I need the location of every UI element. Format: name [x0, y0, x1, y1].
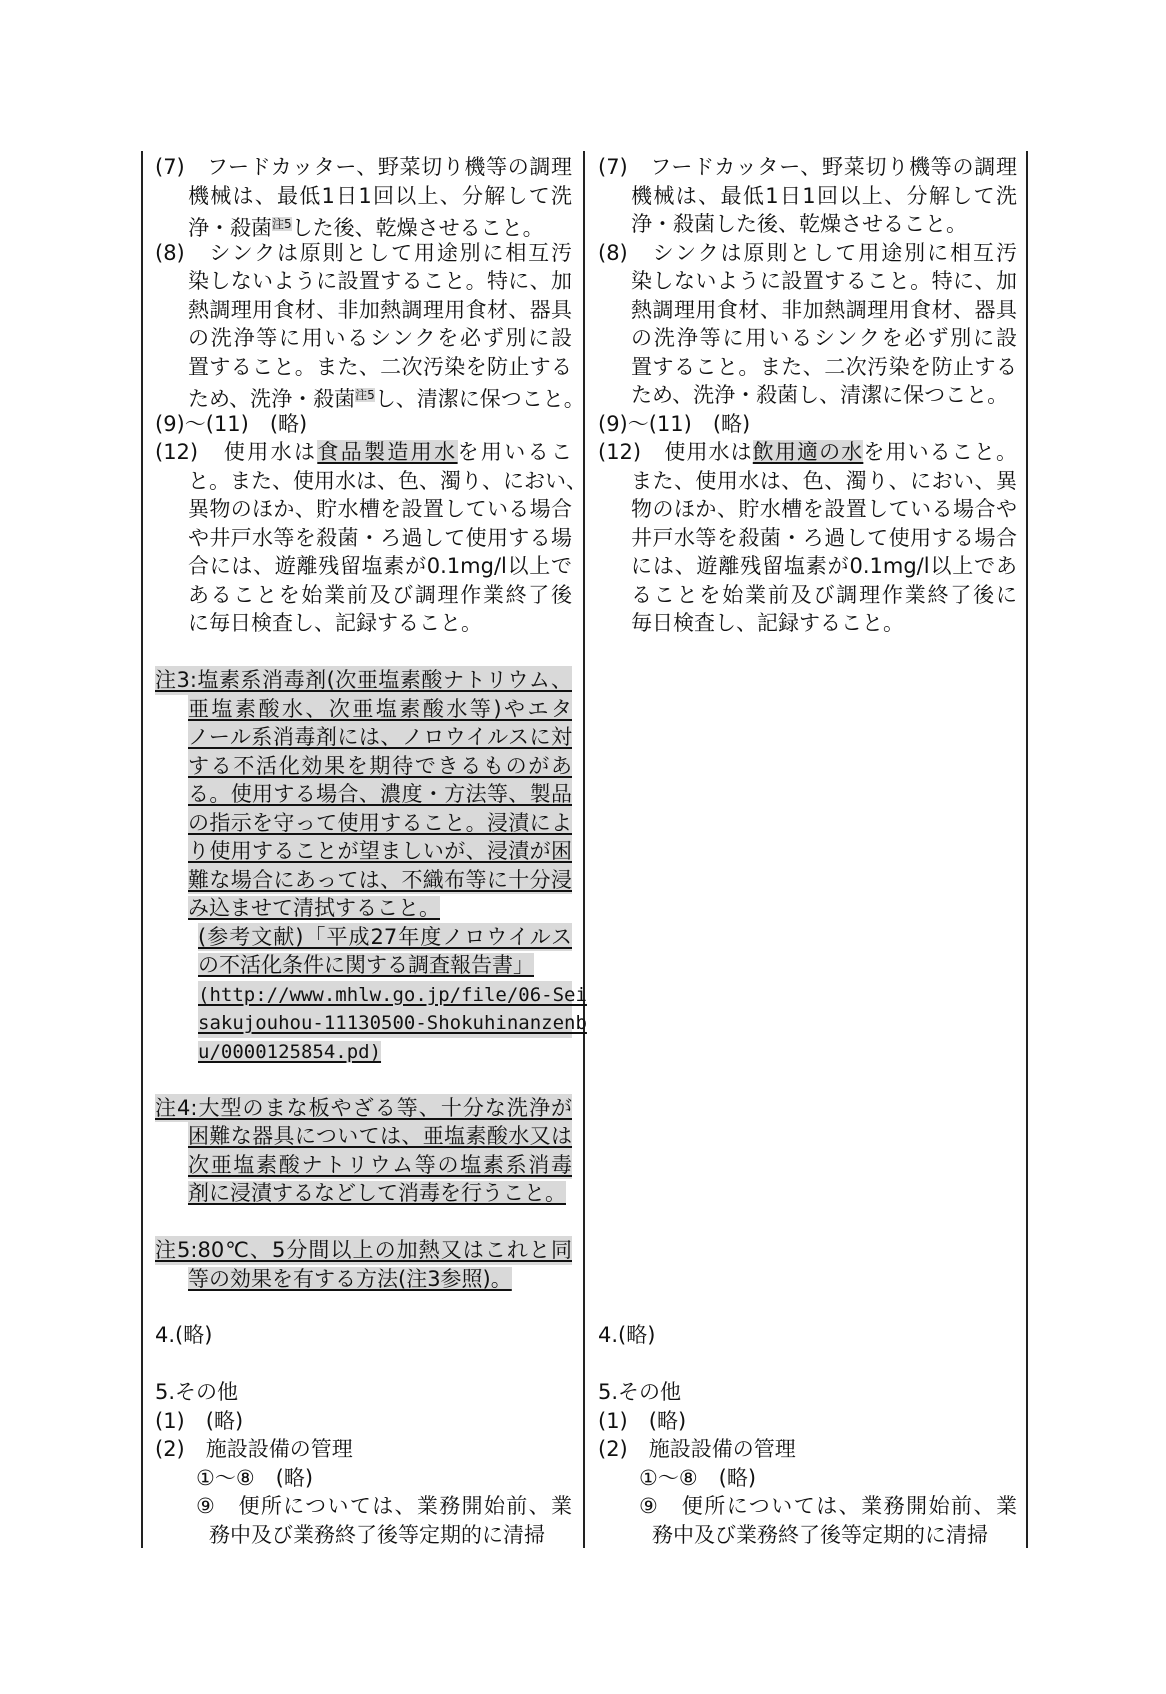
- spacer: [598, 1350, 1017, 1379]
- text-line: [155, 980, 587, 1009]
- paragraph-sec5-2-9: [598, 1492, 1017, 1549]
- text-line: 5.その他: [155, 1380, 239, 1404]
- text-line: また、使用水は、色、濁り、におい、異: [631, 468, 1017, 493]
- text-line: 合には、遊離残留塩素が0.1mg/l以上で: [188, 554, 572, 578]
- column-revised: [141, 0, 587, 1694]
- text-line: 物のほか、貯水槽を設置している場合や: [631, 497, 1017, 521]
- text-segment: (12) 使用水は: [598, 440, 753, 464]
- blank-line: [155, 1350, 572, 1379]
- text-line: や井戸水等を殺菌・ろ過して使用する場: [188, 525, 572, 550]
- paragraph-sec5-2-1-8: [598, 1464, 1017, 1493]
- text-line: ⑨ 便所については、業務開始前、業: [196, 1494, 572, 1518]
- text-segment: し、清潔に保つこと。: [374, 387, 585, 411]
- spacer: [155, 1350, 572, 1379]
- text-line: [155, 1179, 572, 1208]
- text-line: [155, 894, 572, 923]
- paragraph-sec5-2-9: [155, 1492, 572, 1549]
- text-line: ることを始業前及び調理作業終了後に: [631, 582, 1017, 607]
- highlighted-change: み込ませて清拭すること。: [188, 896, 440, 920]
- text-line: には、遊離残留塩素が0.1mg/l以上であ: [631, 554, 1017, 578]
- text-line: (1) (略): [598, 1408, 687, 1433]
- highlighted-change: 注3:塩素系消毒剤(次亜塩素酸ナトリウム、: [155, 666, 572, 695]
- text-line: [155, 1122, 572, 1151]
- text-line: [155, 866, 572, 895]
- paragraph-sec5-1: [598, 1407, 1017, 1436]
- text-line: [155, 438, 572, 467]
- paragraph-item8: [155, 239, 585, 411]
- text-line: あることを始業前及び調理作業終了後: [188, 582, 572, 607]
- note-reference: 注5: [355, 388, 375, 402]
- text-line: 置すること。また、二次汚染を防止する: [631, 354, 1017, 379]
- highlighted-change: の不活化条件に関する調査報告書」: [198, 953, 534, 977]
- highlighted-change: ノール系消毒剤には、ノロウイルスに対: [188, 723, 572, 752]
- text-line: [155, 1037, 572, 1066]
- blank-line: [155, 638, 572, 667]
- text-segment: を用いるこ: [457, 440, 573, 464]
- text-line: 4.(略): [598, 1323, 656, 1347]
- highlighted-change: (参考文献)「平成27年度ノロウイルス: [198, 923, 572, 952]
- text-line: 5.その他: [598, 1380, 682, 1404]
- text-line: (9)〜(11) (略): [598, 411, 751, 436]
- text-line: [155, 951, 572, 980]
- paragraph-ref-url: [155, 980, 587, 1066]
- text-segment: した後、乾燥させること。: [291, 216, 544, 240]
- text-line: (9)〜(11) (略): [155, 411, 308, 436]
- text-line: (7) フードカッター、野菜切り機等の調理: [155, 155, 572, 179]
- text-line: [155, 1236, 572, 1265]
- paragraph-sec5-2: [155, 1435, 572, 1464]
- current-bottom-block: [584, 1321, 1027, 1549]
- reference-url: u/0000125854.pd): [198, 1040, 382, 1063]
- paragraph-item9-11: [155, 410, 572, 439]
- text-line: の洗浄等に用いるシンクを必ず別に設: [631, 326, 1017, 350]
- highlighted-change: り使用することが望ましいが、浸漬が困: [188, 837, 572, 866]
- paragraph-sec5-1: [155, 1407, 572, 1436]
- text-line: 機械は、最低1日1回以上、分解して洗: [631, 183, 1017, 208]
- text-line: 置すること。また、二次汚染を防止する: [188, 354, 572, 379]
- text-line: ため、洗浄・殺菌し、清潔に保つこと。: [631, 383, 1009, 407]
- paragraph-sec5-2: [598, 1435, 1017, 1464]
- text-line: と。また、使用水は、色、濁り、におい、: [188, 468, 587, 493]
- text-line: [155, 752, 572, 781]
- text-line: 務中及び業務終了後等定期的に清掃: [652, 1522, 988, 1547]
- spacer: [155, 1208, 572, 1237]
- blank-line: [598, 1350, 1017, 1379]
- text-line: (2) 施設設備の管理: [155, 1437, 353, 1461]
- text-line: [155, 1151, 572, 1180]
- text-segment: 浄・殺菌: [188, 216, 272, 240]
- text-line: ⑨ 便所については、業務開始前、業: [639, 1494, 1017, 1518]
- current-top-block: [584, 153, 1027, 638]
- column-current: [584, 0, 1027, 1694]
- highlighted-change: 食品製造用水: [317, 440, 458, 464]
- text-line: 染しないように設置すること。特に、加: [188, 269, 572, 293]
- highlighted-change: 飲用適の水: [752, 440, 864, 464]
- blank-line: [155, 1065, 572, 1094]
- highlighted-change: の指示を守って使用すること。浸漬によ: [188, 809, 572, 838]
- revised-top-block: [141, 153, 587, 1293]
- text-segment: を用いること。: [863, 440, 1018, 464]
- highlighted-change: る。使用する場合、濃度・方法等、製品: [188, 780, 572, 809]
- paragraph-item7: [598, 153, 1017, 239]
- highlighted-change: 亜塩素酸水、次亜塩素酸水等)やエタ: [188, 695, 572, 724]
- paragraph-item8: [598, 239, 1017, 410]
- paragraph-note3: [155, 666, 572, 923]
- text-line: ①〜⑧ (略): [639, 1465, 757, 1490]
- highlighted-change: する不活化効果を期待できるものがあ: [188, 752, 572, 781]
- text-line: [155, 381, 585, 411]
- paragraph-item12: [598, 438, 1017, 638]
- text-line: 井戸水等を殺菌・ろ過して使用する場合: [631, 525, 1017, 550]
- highlighted-change: 注4:大型のまな板やざる等、十分な洗浄が: [155, 1094, 572, 1123]
- highlighted-change: 剤に浸漬するなどして消毒を行うこと。: [188, 1181, 566, 1205]
- text-line: [155, 695, 572, 724]
- text-line: [155, 666, 572, 695]
- text-line: [155, 1094, 572, 1123]
- text-line: (8) シンクは原則として用途別に相互汚: [155, 240, 572, 265]
- text-line: [155, 1265, 572, 1294]
- highlighted-change: 次亜塩素酸ナトリウム等の塩素系消毒: [188, 1151, 572, 1180]
- text-line: (8) シンクは原則として用途別に相互汚: [598, 240, 1017, 265]
- text-line: 染しないように設置すること。特に、加: [631, 269, 1017, 293]
- paragraph-item12: [155, 438, 587, 638]
- text-line: (7) フードカッター、野菜切り機等の調理: [598, 155, 1017, 179]
- text-line: 毎日検査し、記録すること。: [631, 611, 904, 635]
- paragraph-sec4: [155, 1321, 572, 1350]
- paragraph-item9-11: [598, 410, 1017, 439]
- reference-url: sakujouhou-11130500-Shokuhinanzenb: [198, 1009, 572, 1038]
- text-line: に毎日検査し、記録すること。: [188, 611, 482, 635]
- text-line: [155, 1008, 587, 1037]
- blank-line: [155, 1208, 572, 1237]
- text-line: (2) 施設設備の管理: [598, 1437, 796, 1461]
- paragraph-item7: [155, 153, 572, 239]
- text-line: 異物のほか、貯水槽を設置している場合: [188, 497, 572, 521]
- text-line: 熱調理用食材、非加熱調理用食材、器具: [188, 297, 572, 322]
- text-line: 機械は、最低1日1回以上、分解して洗: [188, 183, 572, 208]
- text-line: [155, 837, 572, 866]
- paragraph-sec5-2-1-8: [155, 1464, 572, 1493]
- text-line: (1) (略): [155, 1408, 244, 1433]
- text-line: 熱調理用食材、非加熱調理用食材、器具: [631, 297, 1017, 322]
- text-line: 務中及び業務終了後等定期的に清掃: [209, 1522, 545, 1547]
- highlighted-change: 注5:80℃、5分間以上の加熱又はこれと同: [155, 1236, 572, 1265]
- highlighted-change: 難な場合にあっては、不織布等に十分浸: [188, 866, 572, 895]
- text-line: 浄・殺菌した後、乾燥させること。: [631, 212, 967, 236]
- highlighted-change: 困難な器具については、亜塩素酸水又は: [188, 1122, 572, 1151]
- spacer: [155, 638, 572, 667]
- text-line: の洗浄等に用いるシンクを必ず別に設: [188, 326, 572, 350]
- paragraph-sec4: [598, 1321, 1017, 1350]
- highlighted-change: 等の効果を有する方法(注3参照)。: [188, 1266, 512, 1291]
- text-line: [598, 438, 1017, 467]
- paragraph-ref-title: [155, 923, 572, 980]
- text-line: 4.(略): [155, 1323, 213, 1347]
- paragraph-sec5: [598, 1378, 1017, 1407]
- text-line: [155, 723, 572, 752]
- note-reference: 注5: [272, 217, 292, 231]
- text-line: ①〜⑧ (略): [196, 1465, 314, 1490]
- text-line: [155, 809, 572, 838]
- paragraph-note4: [155, 1094, 572, 1208]
- reference-url: (http://www.mhlw.go.jp/file/06-Sei: [198, 981, 572, 1010]
- text-line: [155, 210, 572, 239]
- revised-bottom-block: [141, 1321, 584, 1549]
- text-segment: (12) 使用水は: [155, 440, 318, 464]
- paragraph-note5: [155, 1236, 572, 1293]
- text-line: [155, 780, 572, 809]
- paragraph-sec5: [155, 1378, 572, 1407]
- text-line: [155, 923, 572, 952]
- spacer: [155, 1065, 572, 1094]
- text-segment: ため、洗浄・殺菌: [188, 387, 356, 411]
